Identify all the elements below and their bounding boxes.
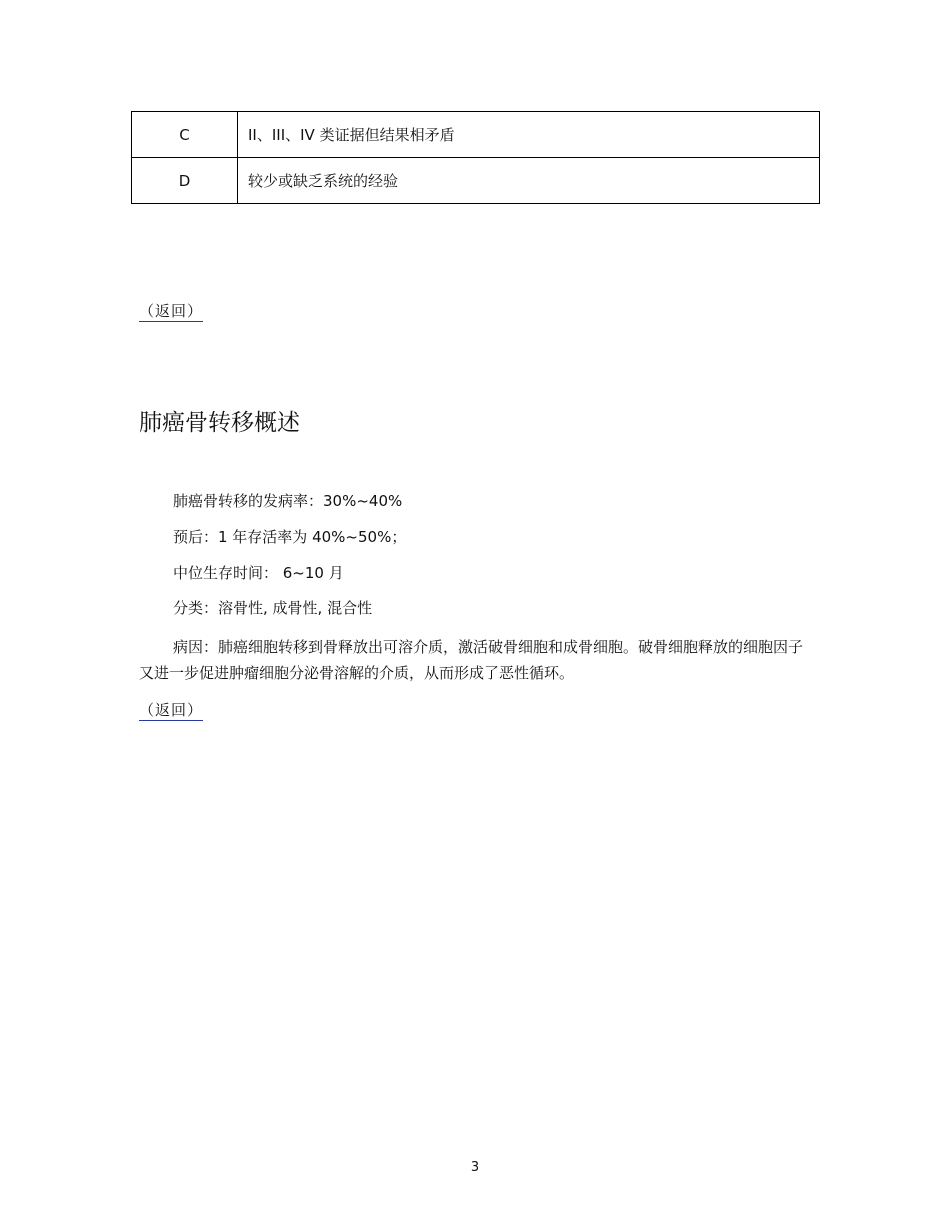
back-link[interactable]: （返回） <box>139 302 204 320</box>
grade-cell: D <box>132 158 238 204</box>
page-number: 3 <box>470 1160 480 1175</box>
grade-cell: C <box>132 112 238 158</box>
description-cell: 较少或缺乏系统的经验 <box>238 158 820 204</box>
evidence-grade-table <box>131 111 820 204</box>
incidence-text: 肺癌骨转移的发病率：30%~40% <box>173 492 403 510</box>
etiology-paragraph: 病因：肺癌细胞转移到骨释放出可溶介质，激活破骨细胞和成骨细胞。破骨细胞释放的细胞因子又进一步促进肿瘤细胞分泌骨溶解的介质，从而形成了恶性循环。 <box>139 638 804 682</box>
back-link[interactable]: （返回） <box>139 701 204 719</box>
section-title: 肺癌骨转移概述 <box>139 410 300 436</box>
prognosis-text: 预后：1 年存活率为 40%~50%； <box>173 528 407 546</box>
classification-text: 分类：溶骨性, 成骨性, 混合性 <box>173 599 373 617</box>
table-row <box>132 158 820 204</box>
table-row <box>132 112 820 158</box>
description-cell: II、III、IV 类证据但结果相矛盾 <box>238 112 820 158</box>
median-survival-text: 中位生存时间： 6~10 月 <box>173 564 344 582</box>
